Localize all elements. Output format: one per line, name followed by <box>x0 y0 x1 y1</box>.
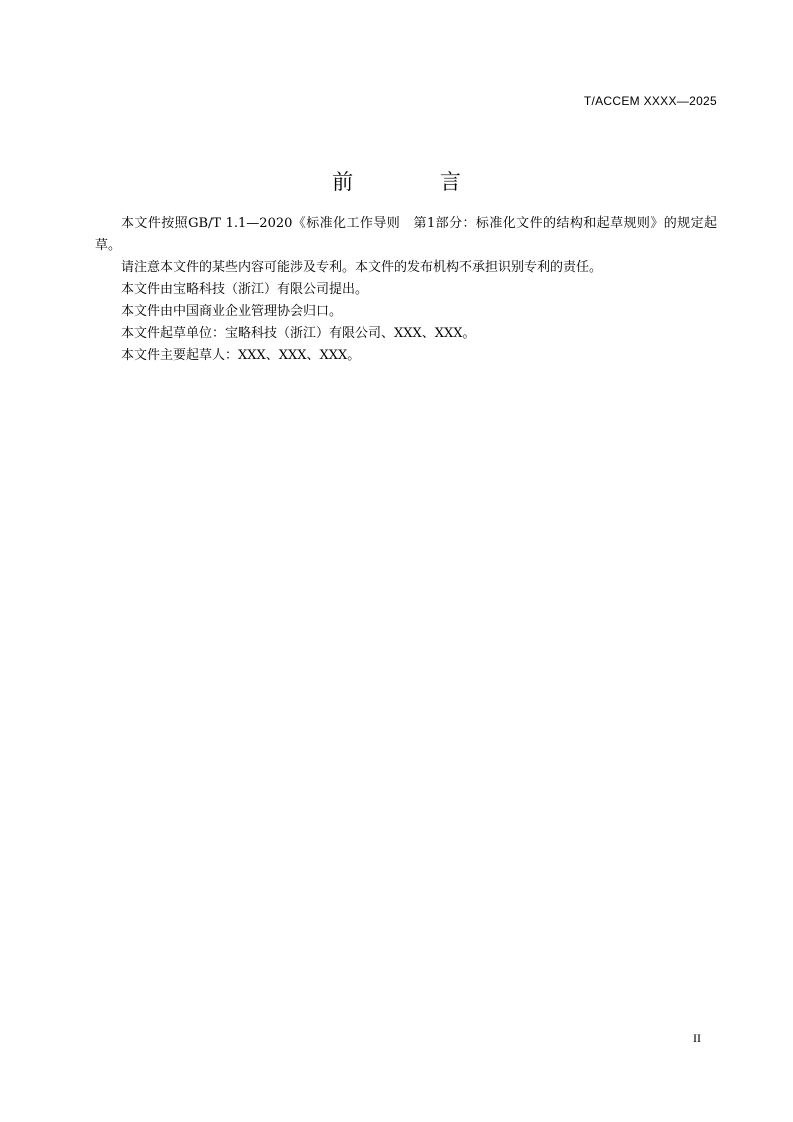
paragraph-proposer: 本文件由宝略科技（浙江）有限公司提出。 <box>121 282 369 297</box>
page-title: 前 言 <box>332 170 501 194</box>
paragraph-drafters: 本文件主要起草人：XXX、XXX、XXX。 <box>121 348 361 363</box>
paragraph-drafting-units: 本文件起草单位：宝略科技（浙江）有限公司、XXX、XXX。 <box>121 326 476 341</box>
paragraph-patent-notice: 请注意本文件的某些内容可能涉及专利。本文件的发布机构不承担识别专利的责任。 <box>121 260 603 275</box>
paragraph-drafting-basis: 本文件按照GB/T 1.1—2020《标准化工作导则 第1部分：标准化文件的结构和起草规则》的规定起草。 <box>95 216 717 253</box>
page-number: II <box>693 1031 701 1045</box>
document-code: T/ACCEM XXXX—2025 <box>583 94 717 108</box>
foreword-body <box>95 213 717 367</box>
paragraph-centralized-unit: 本文件由中国商业企业管理协会归口。 <box>121 304 343 319</box>
